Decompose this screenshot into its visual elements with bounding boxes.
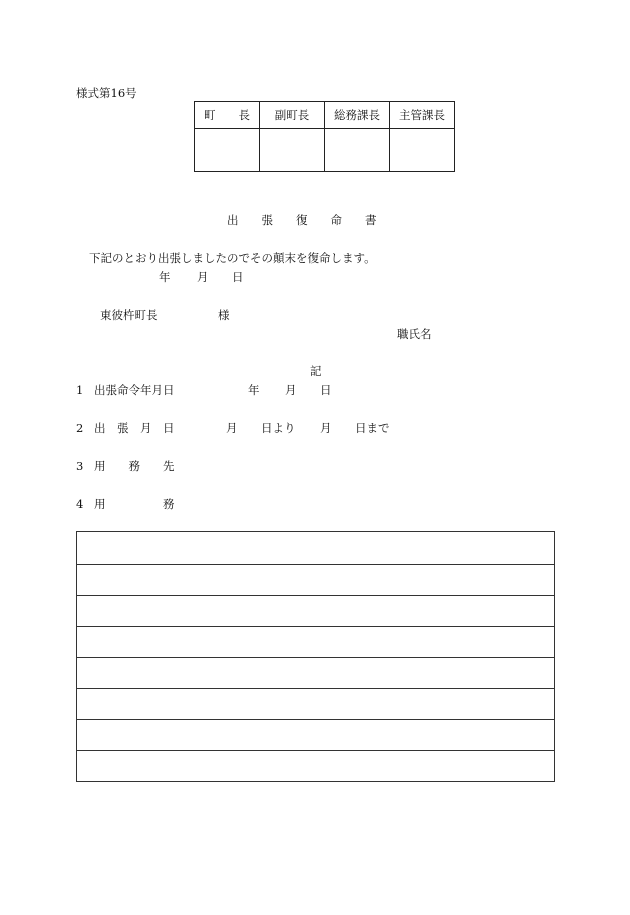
item-1-year: 年 <box>248 383 260 397</box>
item-3-number: 3 <box>76 459 84 473</box>
addressee-name: 東彼杵町長 <box>100 308 158 322</box>
item-2-to-month: 月 <box>320 421 332 435</box>
report-line[interactable] <box>77 688 554 719</box>
approval-stamp-table <box>194 101 455 172</box>
report-line[interactable] <box>77 564 554 595</box>
ki-heading: 記 <box>310 364 322 378</box>
stamp-cell-department-chief[interactable] <box>390 129 455 172</box>
stamp-cell-mayor[interactable] <box>195 129 260 172</box>
report-date-month: 月 <box>197 270 209 284</box>
stamp-header-mayor: 町 長 <box>195 102 260 129</box>
item-2-number: 2 <box>76 421 84 435</box>
stamp-header-department-chief: 主管課長 <box>390 102 455 129</box>
stamp-header-general-affairs-chief: 総務課長 <box>325 102 390 129</box>
item-2-from-month: 月 <box>226 421 238 435</box>
stamp-header-deputy-mayor: 副町長 <box>260 102 325 129</box>
report-line[interactable] <box>77 595 554 626</box>
item-1-number: 1 <box>76 383 84 397</box>
report-date-day: 日 <box>232 270 244 284</box>
item-4-label: 用 務 <box>94 497 175 511</box>
item-2-label: 出 張 月 日 <box>94 421 175 435</box>
stamp-cell-deputy-mayor[interactable] <box>260 129 325 172</box>
form-number: 様式第16号 <box>76 86 137 100</box>
stamp-cell-general-affairs-chief[interactable] <box>325 129 390 172</box>
document-title: 出 張 復 命 書 <box>227 213 377 227</box>
report-line[interactable] <box>77 719 554 750</box>
item-3-label: 用 務 先 <box>94 459 175 473</box>
item-1-label: 出張命令年月日 <box>94 383 175 397</box>
addressee-honorific: 様 <box>218 308 230 322</box>
item-1-month: 月 <box>285 383 297 397</box>
report-line[interactable] <box>77 750 554 781</box>
report-line[interactable] <box>77 626 554 657</box>
reporter-label: 職氏名 <box>397 327 432 341</box>
report-line[interactable] <box>77 532 554 564</box>
item-2-from-day: 日より <box>261 421 296 435</box>
item-4-number: 4 <box>76 497 84 511</box>
item-1-day: 日 <box>320 383 332 397</box>
intro-text: 下記のとおり出張しましたのでその顛末を復命します。 <box>89 251 376 265</box>
report-line[interactable] <box>77 657 554 688</box>
report-box <box>76 531 555 782</box>
item-2-to-day: 日まで <box>355 421 390 435</box>
report-date-year: 年 <box>159 270 171 284</box>
